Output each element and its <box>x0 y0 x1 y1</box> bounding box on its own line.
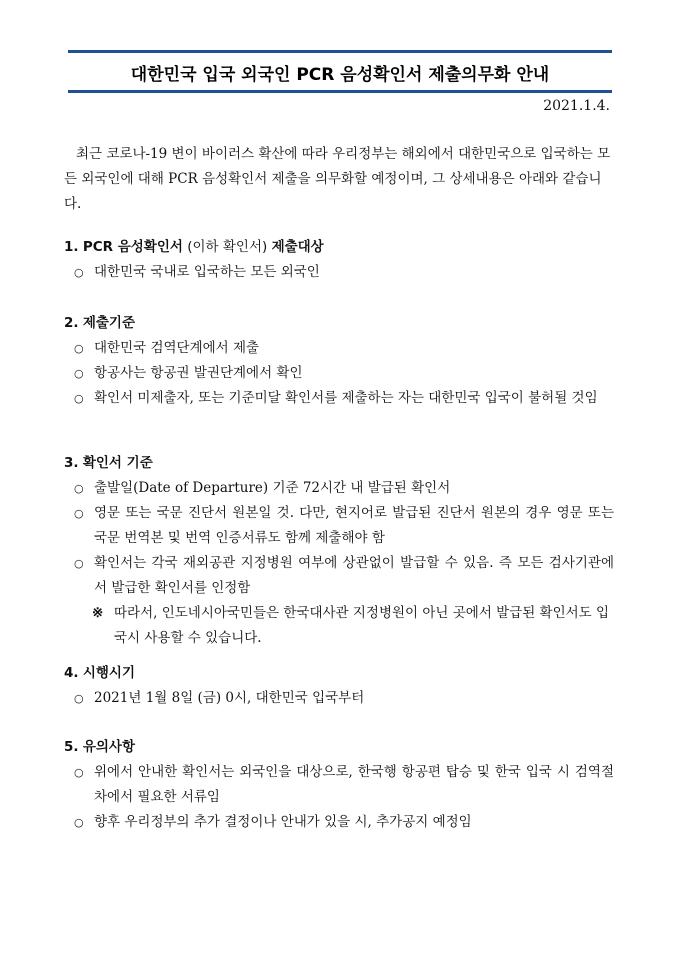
section-title: 제출기준 <box>82 315 135 331</box>
bullet-icon: ○ <box>74 557 84 570</box>
bullet-icon: ○ <box>74 692 84 705</box>
list-item: ○ 위에서 안내한 확인서는 외국인을 대상으로, 한국행 항공편 탑승 및 한국 입국 시 검역절차에서 필요한 서류임 <box>64 760 614 810</box>
document-title: 대한민국 입국 외국인 PCR 음성확인서 제출의무화 안내 <box>130 65 550 85</box>
section-title-normal: (이하 확인서) <box>182 239 272 255</box>
bullet-icon: ○ <box>74 766 84 779</box>
title-top-rule <box>68 50 612 53</box>
list-item: ○ 영문 또는 국문 진단서 원본일 것. 다만, 현지어로 발급된 진단서 원본의 경우 영문 또는 국문 번역본 및 번역 인증서류도 함께 제출해야 함 <box>64 501 614 551</box>
note-text: 따라서, 인도네시아국민들은 한국대사관 지정병원이 아닌 곳에서 발급된 확인서도 입국시 사용할 수 있습니다. <box>114 605 610 646</box>
section-title: 유의사항 <box>82 739 135 755</box>
bullet-icon: ○ <box>74 266 84 279</box>
list-item: ○ 출발일(Date of Departure) 기준 72시간 내 발급된 확인서 <box>64 476 614 501</box>
section-heading <box>64 662 614 684</box>
list-item: ○ 확인서는 각국 재외공관 지정병원 여부에 상관없이 발급할 수 있음. 즉 모든 검사기관에서 발급한 확인서를 인정함 <box>64 551 614 601</box>
section-heading <box>64 312 614 334</box>
section-3 <box>64 452 614 651</box>
section-title-bold: PCR 음성확인서 <box>82 239 183 255</box>
intro-text: 최근 코로나-19 변이 바이러스 확산에 따라 우리정부는 해외에서 대한민국으로 입국하는 모든 외국인에 대해 PCR 음성확인서 제출을 의무화할 예정이며, 그 상세내용은 아래와 같습니다. <box>64 146 611 212</box>
list-item: ○ 향후 우리정부의 추가 결정이나 안내가 있을 시, 추가공지 예정임 <box>64 810 614 835</box>
section-number: 2. <box>64 315 79 331</box>
bullet-icon: ○ <box>74 507 84 520</box>
section-number: 3. <box>64 455 79 471</box>
section-number: 1. <box>64 239 79 255</box>
list-item: ○ 항공사는 항공권 발권단계에서 확인 <box>64 361 614 386</box>
section-title-tail: 제출대상 <box>271 239 324 255</box>
section-heading <box>64 452 614 474</box>
bullet-icon: ○ <box>74 482 84 495</box>
bullet-icon: ○ <box>74 816 84 829</box>
section-heading <box>64 736 614 758</box>
note-mark-icon: ※ <box>92 605 104 621</box>
section-number: 4. <box>64 665 79 681</box>
section-title: 시행시기 <box>82 665 135 681</box>
document-date: 2021.1.4. <box>543 98 610 114</box>
section-title: 확인서 기준 <box>82 455 153 471</box>
section-2 <box>64 312 614 411</box>
note <box>64 601 614 651</box>
title-bottom-rule <box>68 90 612 93</box>
bullet-icon: ○ <box>74 342 84 355</box>
section-1 <box>64 236 614 285</box>
list-item: ○ 2021년 1월 8일 (금) 0시, 대한민국 입국부터 <box>64 686 614 711</box>
section-heading <box>64 236 614 258</box>
intro-paragraph <box>64 142 614 217</box>
section-5 <box>64 736 614 835</box>
section-number: 5. <box>64 739 79 755</box>
bullet-icon: ○ <box>74 392 84 405</box>
list-item: ○ 확인서 미제출자, 또는 기준미달 확인서를 제출하는 자는 대한민국 입국이 불허될 것임 <box>64 386 614 411</box>
section-4 <box>64 662 614 711</box>
list-item: ○ 대한민국 검역단계에서 제출 <box>64 336 614 361</box>
list-item: ○ 대한민국 국내로 입국하는 모든 외국인 <box>64 260 614 285</box>
bullet-icon: ○ <box>74 367 84 380</box>
